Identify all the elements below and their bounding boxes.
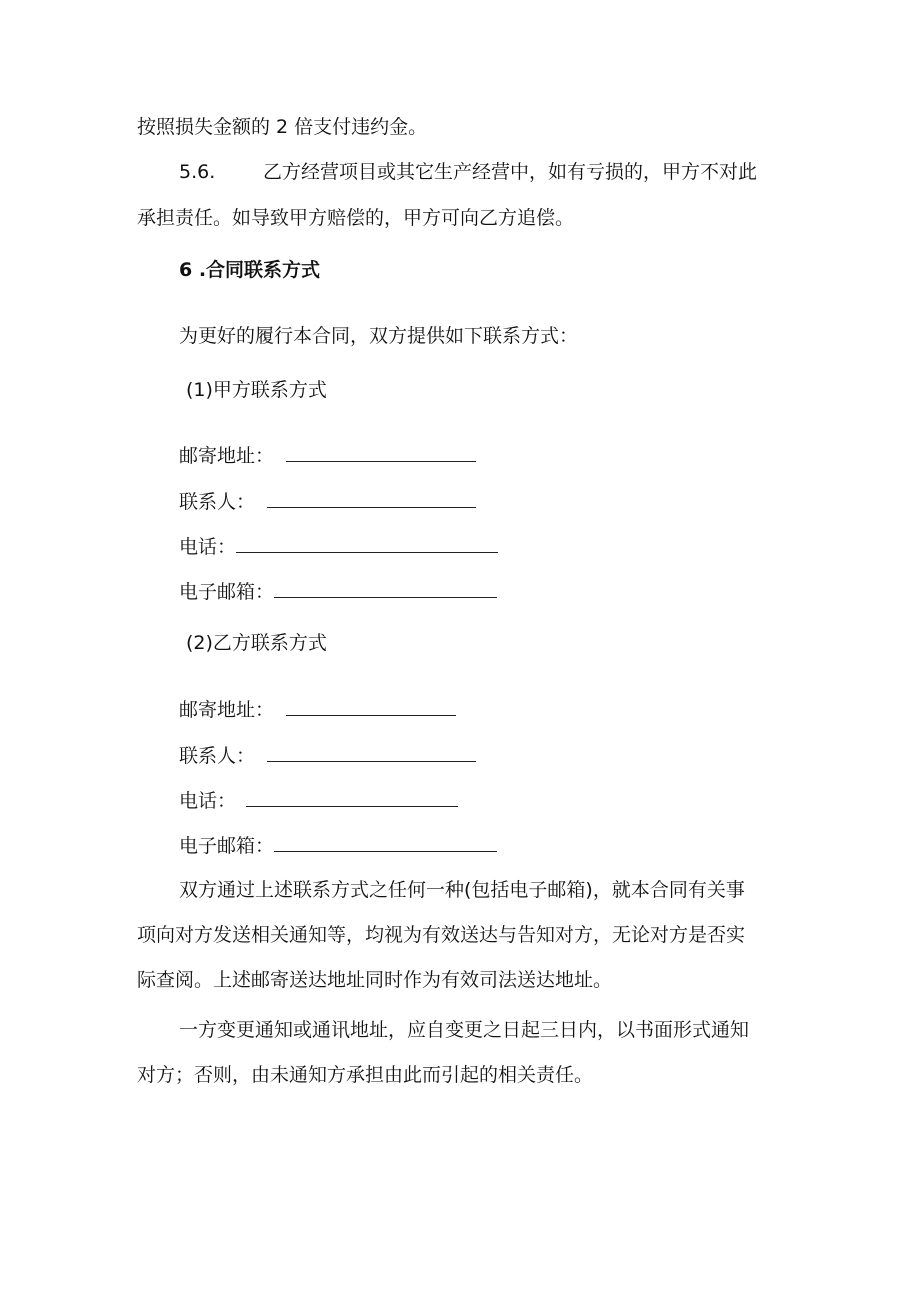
party-a-email-row bbox=[179, 579, 497, 605]
paragraph-line: 承担责任。如导致甲方赔偿的，甲方可向乙方追偿。 bbox=[137, 207, 575, 229]
party-b-address-row bbox=[179, 697, 456, 723]
party-a-heading: (1)甲方联系方式 bbox=[186, 379, 327, 401]
paragraph-line: 一方变更通知或通讯地址，应自变更之日起三日内，以书面形式通知 bbox=[179, 1019, 750, 1041]
paragraph-line: 项向对方发送相关通知等，均视为有效送达与告知对方，无论对方是否实 bbox=[137, 924, 746, 946]
field-label: 电话： bbox=[179, 790, 237, 812]
paragraph-line: 双方通过上述联系方式之任何一种(包括电子邮箱)，就本合同有关事 bbox=[179, 879, 745, 901]
field-label: 邮寄地址： bbox=[179, 699, 275, 721]
paragraph-line: 乙方经营项目或其它生产经营中，如有亏损的，甲方不对此 bbox=[263, 161, 758, 183]
blank-line bbox=[274, 579, 497, 598]
party-a-contact-row bbox=[179, 489, 476, 515]
blank-line bbox=[286, 443, 476, 462]
party-a-address-row bbox=[179, 443, 476, 469]
field-label: 电子邮箱： bbox=[179, 835, 275, 857]
section-title: 6 .合同联系方式 bbox=[179, 259, 321, 281]
party-b-email-row bbox=[179, 833, 497, 859]
party-b-phone-row bbox=[179, 788, 458, 814]
blank-line bbox=[267, 489, 476, 508]
field-label: 联系人： bbox=[179, 745, 256, 767]
paragraph-line: 际查阅。上述邮寄送达地址同时作为有效司法送达地址。 bbox=[137, 969, 613, 991]
blank-line bbox=[286, 697, 456, 716]
field-label: 电子邮箱： bbox=[179, 581, 275, 603]
blank-line bbox=[267, 743, 476, 762]
field-label: 电话： bbox=[179, 536, 237, 558]
blank-line bbox=[236, 534, 498, 553]
party-a-phone-row bbox=[179, 534, 498, 560]
clause-number: 5.6. bbox=[179, 161, 216, 183]
blank-line bbox=[246, 788, 458, 807]
party-b-heading: (2)乙方联系方式 bbox=[186, 632, 327, 654]
paragraph-line: 按照损失金额的 2 倍支付违约金。 bbox=[137, 116, 428, 138]
blank-line bbox=[274, 833, 497, 852]
clause-5-6 bbox=[179, 159, 757, 185]
party-b-contact-row bbox=[179, 743, 476, 769]
field-label: 邮寄地址： bbox=[179, 445, 275, 467]
paragraph-line: 对方；否则，由未通知方承担由此而引起的相关责任。 bbox=[137, 1064, 594, 1086]
field-label: 联系人： bbox=[179, 491, 256, 513]
paragraph-line: 为更好的履行本合同，双方提供如下联系方式： bbox=[179, 325, 579, 347]
